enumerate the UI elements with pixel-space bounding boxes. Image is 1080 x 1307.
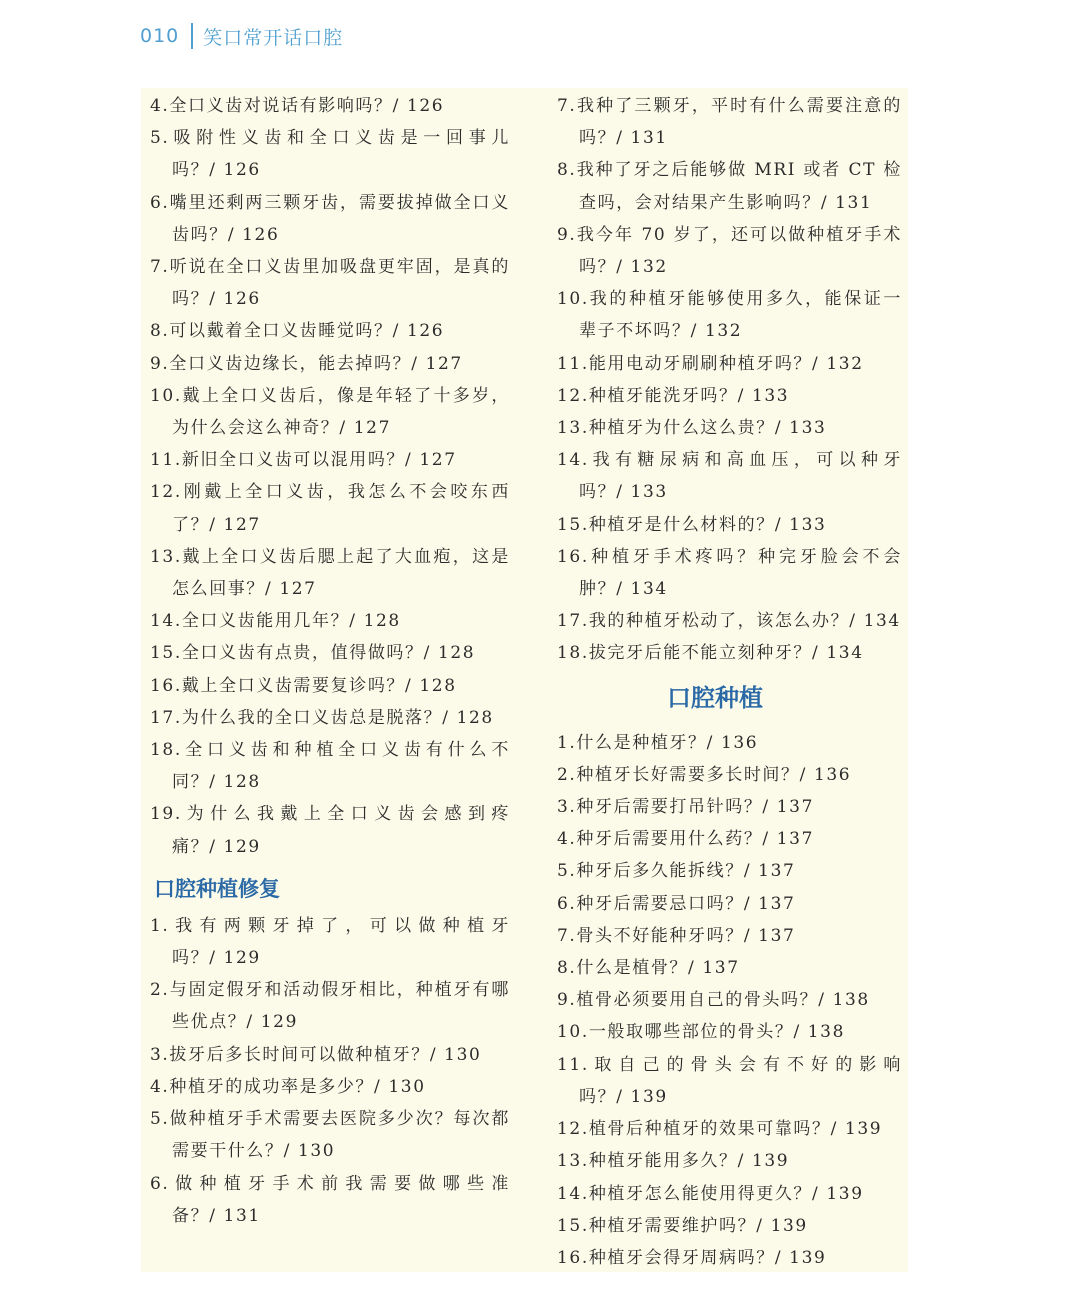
toc-entry: 12.种植牙能洗牙吗？/ 133	[557, 385, 790, 406]
toc-entry: 10.一般取哪些部位的骨头？/ 138	[557, 1022, 846, 1043]
toc-entry: 2.与固定假牙和活动假牙相比，种植牙有哪些优点？/ 129	[150, 980, 510, 1033]
toc-entry: 15.种植牙需要维护吗？/ 139	[557, 1215, 808, 1236]
toc-entry: 9.我今年 70 岁了，还可以做种植牙手术吗？/ 132	[557, 224, 902, 278]
page-number: 010	[140, 25, 180, 47]
header-divider	[191, 23, 193, 49]
toc-entry: 13.种植牙为什么这么贵？/ 133	[557, 418, 827, 439]
toc-entry: 4.全口义齿对说话有影响吗？/ 126	[150, 96, 445, 116]
toc-entry: 16.戴上全口义齿需要复诊吗？/ 128	[150, 675, 457, 696]
section-title-dental-implant: 口腔种植	[667, 683, 763, 712]
toc-entry: 18.全口义齿和种植全口义齿有什么不同？/ 128	[150, 740, 510, 793]
toc-entry: 7.骨头不好能种牙吗？/ 137	[557, 925, 796, 946]
toc-entry: 8.我种了牙之后能够做 MRI 或者 CT 检查吗，会对结果产生影响吗？/ 131	[557, 160, 902, 213]
toc-entry: 2.种植牙长好需要多长时间？/ 136	[557, 764, 852, 785]
right-column	[557, 90, 902, 1274]
toc-entry: 11.取自己的骨头会有不好的影响吗？/ 139	[557, 1054, 902, 1107]
toc-entry: 3.拔牙后多长时间可以做种植牙？/ 130	[150, 1044, 482, 1065]
toc-entry: 5.吸附性义齿和全口义齿是一回事儿吗？/ 126	[150, 128, 510, 181]
toc-entry: 14.种植牙怎么能使用得更久？/ 139	[557, 1183, 864, 1204]
toc-entry: 14.我有糖尿病和高血压，可以种牙吗？/ 133	[557, 450, 902, 503]
toc-entry: 10.戴上全口义齿后，像是年轻了十多岁，为什么会这么神奇？/ 127	[150, 385, 510, 439]
toc-list-left-b	[150, 910, 510, 1232]
toc-entry: 19.为什么我戴上全口义齿会感到疼痛？/ 129	[150, 804, 510, 857]
book-title: 笑口常开话口腔	[203, 26, 344, 49]
toc-entry: 1.什么是种植牙？/ 136	[557, 732, 759, 753]
toc-list-right-b	[557, 727, 902, 1274]
toc-entry: 13.戴上全口义齿后腮上起了大血疱，这是怎么回事？/ 127	[150, 546, 510, 600]
section-title-implant-restoration: 口腔种植修复	[154, 876, 280, 901]
toc-entry: 3.种牙后需要打吊针吗？/ 137	[557, 797, 815, 818]
toc-entry: 12.植骨后种植牙的效果可靠吗？/ 139	[557, 1119, 883, 1140]
toc-entry: 11.能用电动牙刷刷种植牙吗？/ 132	[557, 353, 864, 374]
toc-entry: 5.种牙后多久能拆线？/ 137	[557, 861, 796, 882]
toc-entry: 17.我的种植牙松动了，该怎么办？/ 134	[557, 611, 901, 632]
toc-entry: 11.新旧全口义齿可以混用吗？/ 127	[150, 450, 457, 471]
toc-entry: 5.做种植牙手术需要去医院多少次？每次都需要干什么？/ 130	[150, 1109, 510, 1162]
toc-entry: 17.为什么我的全口义齿总是脱落？/ 128	[150, 707, 494, 728]
toc-entry: 4.种植牙的成功率是多少？/ 130	[150, 1076, 426, 1097]
toc-entry: 8.可以戴着全口义齿睡觉吗？/ 126	[150, 321, 445, 342]
toc-entry: 10.我的种植牙能够使用多久，能保证一辈子不坏吗？/ 132	[557, 289, 902, 342]
toc-entry: 8.什么是植骨？/ 137	[557, 958, 740, 979]
toc-entry: 6.种牙后需要忌口吗？/ 137	[557, 893, 796, 914]
toc-entry: 16.种植牙手术疼吗？种完牙脸会不会肿？/ 134	[557, 546, 902, 600]
toc-entry: 9.全口义齿边缘长，能去掉吗？/ 127	[150, 353, 463, 374]
toc-entry: 18.拔完牙后能不能立刻种牙？/ 134	[557, 643, 864, 664]
left-column	[150, 90, 510, 1232]
toc-entry: 6.嘴里还剩两三颗牙齿，需要拔掉做全口义齿吗？/ 126	[150, 192, 510, 245]
toc-entry: 15.全口义齿有点贵，值得做吗？/ 128	[150, 643, 476, 664]
toc-entry: 13.种植牙能用多久？/ 139	[557, 1151, 790, 1172]
toc-entry: 15.种植牙是什么材料的？/ 133	[557, 514, 827, 535]
toc-entry: 6.做种植牙手术前我需要做哪些准备？/ 131	[150, 1173, 510, 1226]
toc-entry: 9.植骨必须要用自己的骨头吗？/ 138	[557, 990, 870, 1011]
toc-entry: 7.我种了三颗牙，平时有什么需要注意的吗？/ 131	[557, 96, 902, 149]
toc-entry: 14.全口义齿能用几年？/ 128	[150, 611, 401, 632]
toc-list-right-a	[557, 90, 902, 670]
toc-entry: 7.听说在全口义齿里加吸盘更牢固，是真的吗？/ 126	[150, 257, 510, 310]
toc-entry: 16.种植牙会得牙周病吗？/ 139	[557, 1247, 827, 1268]
toc-entry: 12.刚戴上全口义齿，我怎么不会咬东西了？/ 127	[150, 482, 510, 535]
toc-entry: 4.种牙后需要用什么药？/ 137	[557, 829, 815, 850]
page-header	[140, 22, 343, 50]
toc-entry: 1.我有两颗牙掉了，可以做种植牙吗？/ 129	[150, 915, 510, 969]
toc-list-left-a	[150, 90, 510, 863]
